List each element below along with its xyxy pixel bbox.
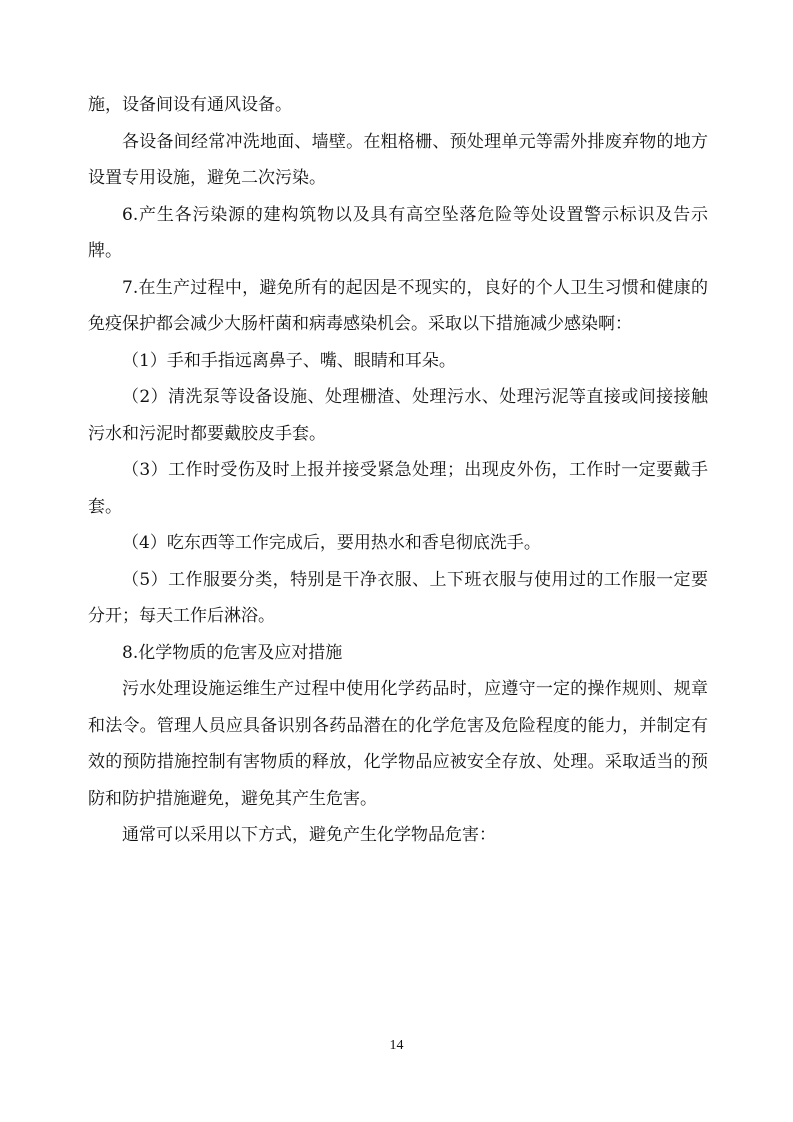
body-text (88, 87, 708, 854)
paragraph-continuation: 施，设备间设有通风设备。 (88, 95, 292, 115)
paragraph-equipment-cleaning: 各设备间经常冲洗地面、墙壁。在粗格栅、预处理单元等需外排废弃物的地方设置专用设施，避免二次污染。 (88, 131, 708, 188)
list-item-4: （4）吃东西等工作完成后，要用热水和香皂彻底洗手。 (122, 533, 541, 553)
list-item-2: （2）清洗泵等设备设施、处理栅渣、处理污水、处理污泥等直接或间接接触污水和污泥时都要戴胶皮手套。 (88, 387, 708, 444)
list-item-1: （1）手和手指远离鼻子、嘴、眼睛和耳朵。 (122, 350, 456, 371)
paragraph-item-6: 6.产生各污染源的建构筑物以及具有高空坠落危险等处设置警示标识及告示牌。 (88, 204, 708, 261)
list-item-5: （5）工作服要分类，特别是干净衣服、上下班衣服与使用过的工作服一定要分开；每天工作后淋浴。 (88, 569, 708, 626)
paragraph-avoidance-methods: 通常可以采用以下方式，避免产生化学物品危害： (122, 825, 496, 845)
list-item-3: （3）工作时受伤及时上报并接受紧急处理；出现皮外伤，工作时一定要戴手套。 (88, 460, 708, 517)
paragraph-item-7: 7.在生产过程中，避免所有的起因是不现实的，良好的个人卫生习惯和健康的免疫保护都会减少大肠杆菌和病毒感染机会。采取以下措施减少感染啊： (88, 277, 708, 334)
section-heading-item-8: 8.化学物质的危害及应对措施 (122, 642, 343, 663)
page-number: 14 (389, 1038, 404, 1053)
paragraph-chemical-handling: 污水处理设施运维生产过程中使用化学药品时，应遵守一定的操作规则、规章和法令。管理人员应具备识别各药品潜在的化学危害及危险程度的能力，并制定有效的预防措施控制有害物质的释放，化学物品应被安全存放、处理。采取适当的预防和防护措施避免，避免其产生危害。 (88, 679, 708, 809)
